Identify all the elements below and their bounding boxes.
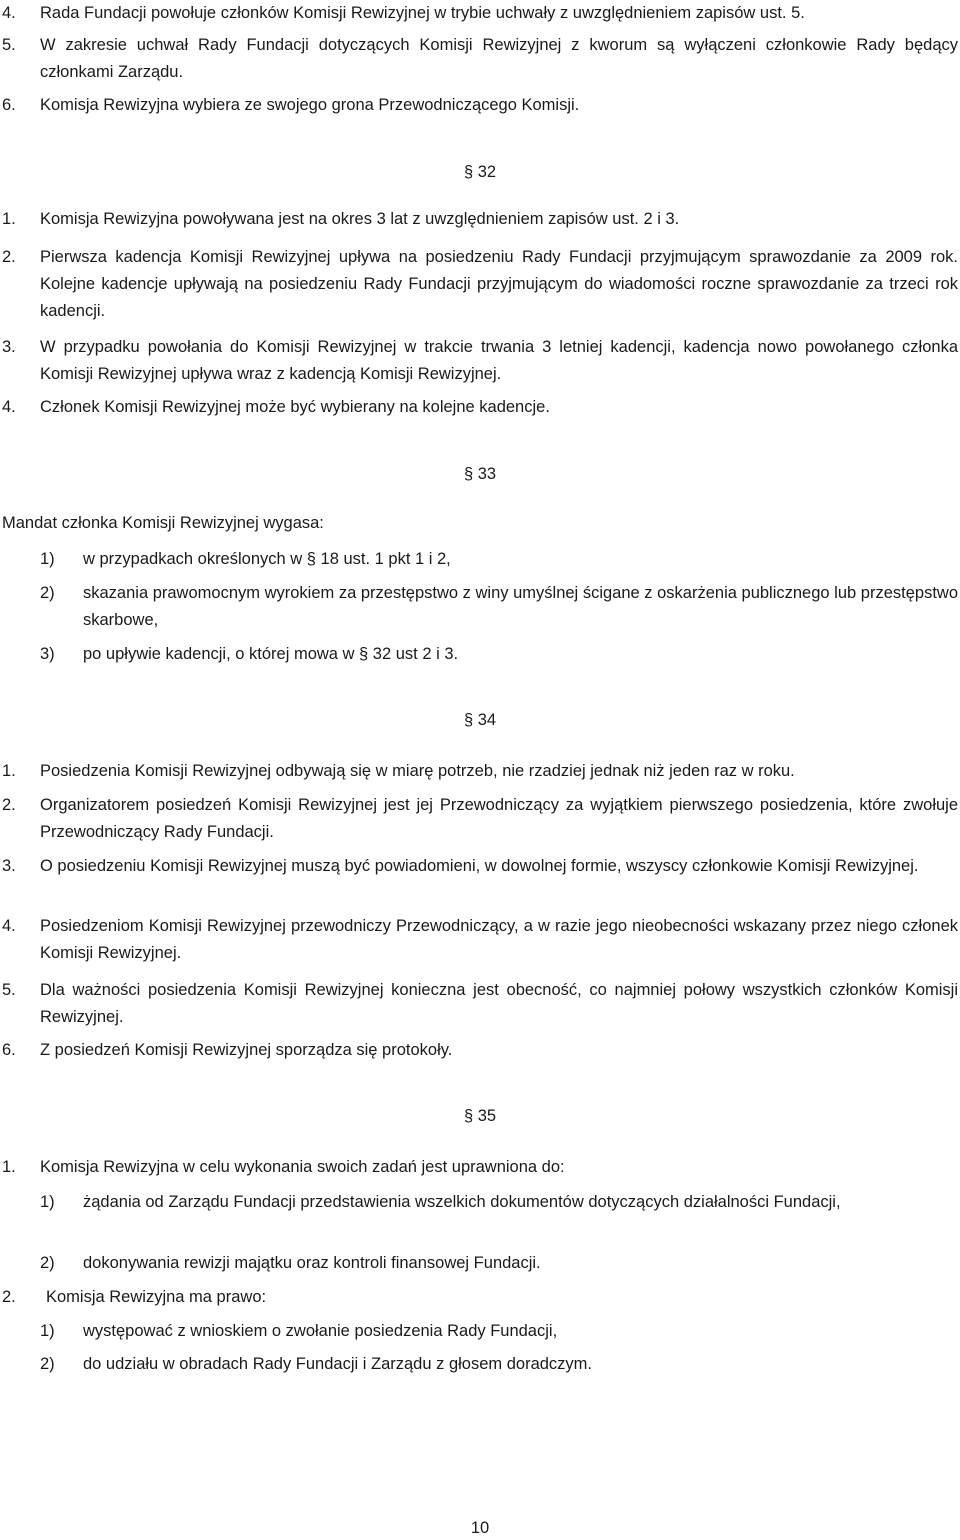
item-number: 3) [40,645,55,663]
item-text: Dla ważności posiedzenia Komisji Rewizyjnej konieczna jest obecność, co najmniej połowy wszystkich członków Komisji Rewizyjnej. [40,981,958,1026]
item-number: 2. [2,1288,16,1306]
item-text: W zakresie uchwał Rady Fundacji dotyczących Komisji Rewizyjnej z kworum są wyłączeni członkowie Rady będący członkami Zarządu. [40,36,958,81]
list-item [40,580,958,634]
item-number: 3. [2,857,16,875]
list-item [0,913,958,967]
item-text: W przypadku powołania do Komisji Rewizyjnej w trakcie trwania 3 letniej kadencji, kadencja nowo powołanego członka Komisji Rewizyjnej upływa wraz z kadencją Komisji Rewizyjnej. [40,338,958,383]
item-text: dokonywania rewizji majątku oraz kontroli finansowej Fundacji. [83,1254,541,1272]
item-text: Komisja Rewizyjna wybiera ze swojego grona Przewodniczącego Komisji. [40,96,580,114]
item-number: 5. [2,981,16,999]
list-item [0,1154,958,1181]
item-text: O posiedzeniu Komisji Rewizyjnej muszą być powiadomieni, w dowolnej formie, wszyscy członkowie Komisji Rewizyjnej. [40,857,919,875]
section-heading: § 32 [463,163,497,181]
list-item [0,792,958,846]
list-item [40,1318,958,1345]
item-text: Z posiedzeń Komisji Rewizyjnej sporządza się protokoły. [40,1041,453,1059]
list-item [0,394,958,421]
list-item [0,758,958,785]
list-item [0,206,958,233]
item-number: 1. [2,1158,16,1176]
item-number: 4. [2,917,16,935]
list-item [0,334,958,388]
list-item [0,244,958,325]
item-text: po upływie kadencji, o której mowa w § 32 ust 2 i 3. [83,645,459,663]
list-item [0,977,958,1031]
list-item [0,32,958,86]
item-text: Komisja Rewizyjna ma prawo: [46,1288,267,1306]
item-number: 2. [2,248,16,266]
item-text: Posiedzeniom Komisji Rewizyjnej przewodniczy Przewodniczący, a w razie jego nieobecności wskazany przez niego członek Komisji Rewizyjnej. [40,917,958,962]
item-number: 2) [40,1355,55,1373]
item-number: 4. [2,398,16,416]
item-number: 2) [40,1254,55,1272]
section-heading: § 35 [463,1107,497,1125]
item-text: Komisja Rewizyjna powoływana jest na okres 3 lat z uwzględnieniem zapisów ust. 2 i 3. [40,210,680,228]
item-number: 5. [2,36,16,54]
item-text: Rada Fundacji powołuje członków Komisji Rewizyjnej w trybie uchwały z uwzględnieniem zapisów ust. 5. [40,4,805,22]
list-item [0,1284,958,1311]
item-number: 1. [2,762,16,780]
item-text: Posiedzenia Komisji Rewizyjnej odbywają się w miarę potrzeb, nie rzadziej jednak niż jeden raz w roku. [40,762,795,780]
item-text: w przypadkach określonych w § 18 ust. 1 pkt 1 i 2, [83,550,451,568]
item-text: Członek Komisji Rewizyjnej może być wybierany na kolejne kadencje. [40,398,550,416]
list-item [40,1189,958,1216]
list-item [40,1351,958,1378]
item-text: Organizatorem posiedzeń Komisji Rewizyjnej jest jej Przewodniczący za wyjątkiem pierwszego posiedzenia, które zwołuje Przewodniczący Rady Fundacji. [40,796,958,841]
list-item [40,641,958,668]
list-item [40,1250,958,1277]
section-heading: § 33 [463,465,497,483]
item-text: Pierwsza kadencja Komisji Rewizyjnej upływa na posiedzeniu Rady Fundacji przyjmującym sprawozdanie za 2009 rok. Kolejne kadencje upływają na posiedzeniu Rady Fundacji przyjmującym do wiadomości roczne sprawozdanie za trzeci rok kadencji. [40,248,958,320]
item-number: 6. [2,1041,16,1059]
item-text: żądania od Zarządu Fundacji przedstawienia wszelkich dokumentów dotyczących działalności Fundacji, [83,1193,841,1211]
item-text: występować z wnioskiem o zwołanie posiedzenia Rady Fundacji, [83,1322,558,1340]
section-heading: § 34 [463,711,497,729]
list-item [40,546,958,573]
item-number: 2) [40,584,55,602]
page-number: 10 [470,1519,490,1537]
item-text: do udziału w obradach Rady Fundacji i Zarządu z głosem doradczym. [83,1355,593,1373]
list-item [0,853,958,880]
list-item [0,1037,958,1064]
item-number: 1. [2,210,16,228]
item-number: 4. [2,4,16,22]
item-text: Komisja Rewizyjna w celu wykonania swoich zadań jest uprawniona do: [40,1158,565,1176]
item-number: 1) [40,1193,55,1211]
list-item [0,0,958,27]
list-item [0,92,958,119]
section-intro: Mandat członka Komisji Rewizyjnej wygasa: [2,514,324,532]
item-number: 1) [40,550,55,568]
item-number: 6. [2,96,16,114]
item-text: skazania prawomocnym wyrokiem za przestępstwo z winy umyślnej ścigane z oskarżenia publicznego lub przestępstwo skarbowe, [83,584,958,629]
item-number: 2. [2,796,16,814]
item-number: 3. [2,338,16,356]
item-number: 1) [40,1322,55,1340]
